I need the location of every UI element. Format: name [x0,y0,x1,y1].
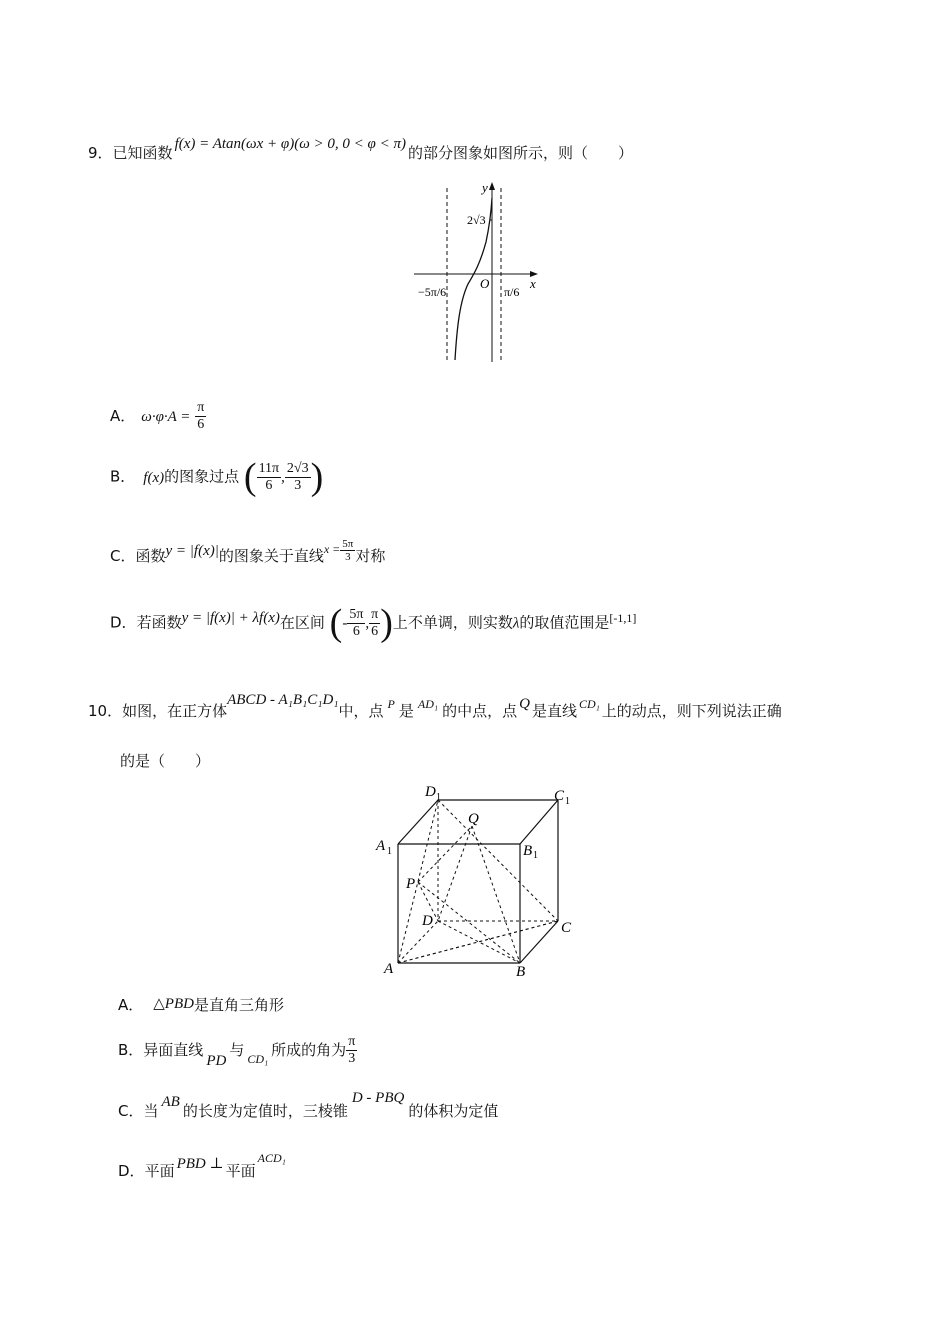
label-d1-sub: 1 [436,792,441,803]
label-a1: A [376,838,386,854]
option-text3: 的取值范围是 [519,613,610,632]
stem-text: 是直线 [531,702,577,720]
option-label: A． [118,996,144,1014]
label-d1: D [425,784,436,800]
q9-option-c: C．函数y = |f(x)|的图象关于直线$^{x =}$ $\frac{5\pi}{3}$ 对称 [110,538,386,565]
q9-prefix: 已知函数 [112,144,173,162]
option-text2: 上不单调，则实数 [392,613,513,632]
point-p: P [387,697,395,711]
segment-ad1: AD₁ [417,697,439,711]
point-q: Q [519,696,530,712]
option-text: 在区间 [279,613,325,632]
option-formula: ω·φ·A = [141,409,191,425]
label-a1-sub: 1 [387,846,392,857]
label-c1-sub: 1 [565,796,570,807]
option-label: C． [110,547,136,565]
option-label: B． [118,1041,144,1059]
label-b1: B [523,843,533,859]
range: [-1,1] [609,610,637,625]
q10-option-c [118,1090,499,1121]
stem-text: 如图，在正方体 [122,702,228,720]
option-text: 的图象过点 [164,467,240,486]
label-d: D [422,913,433,929]
stem-text: 中，点 [338,702,384,720]
lambda: λ [512,615,520,632]
option-prefix: 若函数 [136,613,182,632]
option-text: 的图象关于直线 [218,547,324,565]
cube-name: ABCD - A₁B₁C₁D₁ [227,692,339,708]
tetrahedron: D - PBQ [351,1090,405,1106]
left-asymptote-label: −5π/6 [418,285,447,299]
option-text: 的长度为定值时，三棱锥 [182,1102,348,1120]
stem-text: 是 [398,702,414,720]
q9-option-d: D．若函数y = |f(x)| + λf(x)在区间 (- $\frac{5\pi}{6}$ , $\frac{\pi}{6}$ )上不单调，则实数λ的取值范围是[-1,1] [110,602,637,644]
q9-stem [88,136,633,163]
q9-graph [400,176,550,366]
q10-option-a [118,994,284,1015]
stem-text: 的中点，点 [442,702,518,720]
q10-option-d [118,1151,288,1181]
option-text: 所成的角为 [271,1041,347,1059]
option-mid: 平面 [225,1162,256,1180]
x-label: x [530,276,536,291]
q10-stem-line1 [88,692,782,721]
option-suffix: 对称 [355,547,386,565]
y-label: y [482,180,488,195]
right-mark-label: π/6 [504,285,520,299]
option-formula: f(x) [143,469,165,486]
option-label: A． [110,407,136,425]
q10-number: 10． [88,702,123,720]
label-c1: C [554,788,565,804]
origin-label: O [480,276,490,291]
segment-cd1: CD₁ [247,1052,269,1066]
y-mark-label: 2√3 [467,213,486,227]
q9-option-b: B． f(x)的图象过点 ( $\frac{11\pi}{6}$ , $\frac{2√3}{3}$ ) [110,456,324,498]
label-a: A [384,961,394,977]
stem-text: 上的动点，则下列说法正确 [601,702,782,720]
option-label: D． [118,1162,145,1180]
label-b: B [516,964,526,980]
q9-number: 9． [88,144,113,162]
option-prefix: 平面 [144,1162,175,1180]
q9-option-a [110,400,206,433]
segment-pd: PD [206,1053,227,1069]
option-label: D． [110,613,137,632]
option-label: B． [110,467,136,486]
option-formula: y = |f(x)| + λf(x) [181,609,280,626]
plane-acd1: ACD₁ [257,1151,286,1165]
label-p: P [406,876,416,892]
option-formula: y = |f(x)| [165,543,219,559]
q9-suffix: 的部分图象如图所示，则（ ） [407,144,633,162]
plane-pbd: PBD ⊥ [176,1156,224,1172]
segment-ab: AB [161,1094,180,1110]
q9-formula: f(x) = Atan(ωx + φ)(ω > 0, 0 < φ < π) [174,136,406,152]
option-label: C． [118,1102,144,1120]
fraction: $\frac{\pi}{6}$ [197,400,205,432]
option-xeq: x = [323,542,341,556]
option-formula: △PBD [153,996,194,1012]
label-c: C [561,920,572,936]
option-prefix: 异面直线 [143,1041,204,1059]
option-mid: 与 [229,1041,245,1059]
y-axis-arrow-icon [489,182,495,190]
option-suffix: 的体积为定值 [408,1102,499,1120]
option-prefix: 当 [143,1102,159,1120]
q10-stem-line2: 的是（ ） [120,752,211,770]
option-text: 是直角三角形 [193,996,284,1014]
label-q: Q [468,811,479,827]
q10-cube-figure [370,778,590,984]
label-b1-sub: 1 [533,850,538,861]
q10-option-b: B．异面直线PD与 $_{CD_1}$ 所成的角为 $\frac{\pi}{3}$ [118,1034,356,1069]
option-prefix: 函数 [135,547,166,565]
line-cd1: CD₁ [578,697,600,711]
